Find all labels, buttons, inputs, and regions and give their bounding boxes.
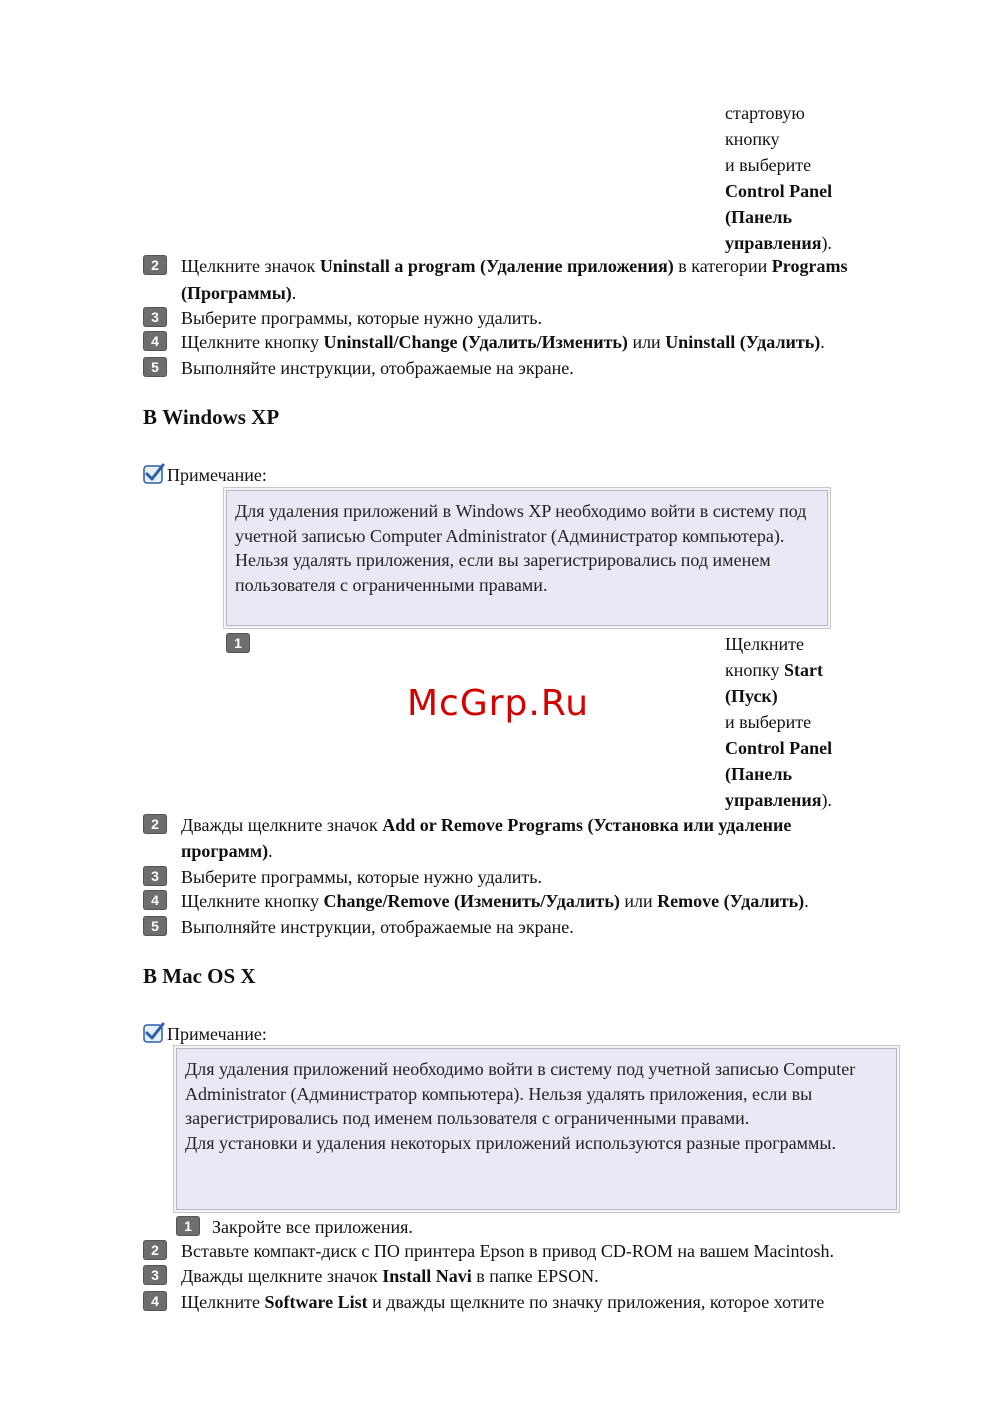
- side-bold-text: (Панель: [725, 764, 792, 784]
- side-text: ).: [821, 233, 832, 253]
- bold-text: программ): [181, 841, 269, 861]
- text: или: [619, 891, 658, 911]
- side-text: стартовую: [725, 103, 805, 123]
- step-badge: 3: [143, 1265, 167, 1285]
- side-bold-text: управления: [725, 233, 822, 253]
- bold-text: Uninstall (Удалить): [665, 332, 821, 352]
- bold-text: Add or Remove Programs (Установка или удаление: [382, 815, 792, 835]
- step-badge: 5: [143, 357, 167, 377]
- section-heading-mac: В Mac OS X: [143, 964, 256, 988]
- step-text: Выполняйте инструкции, отображаемые на экране.: [181, 358, 574, 378]
- side-bold-text: управления: [725, 790, 822, 810]
- step-badge: 1: [226, 633, 250, 653]
- step-text: Выберите программы, которые нужно удалить.: [181, 308, 543, 328]
- step-text: [181, 1291, 824, 1313]
- bold-text: Install Navi: [382, 1266, 472, 1286]
- text: .: [268, 841, 273, 861]
- step-text: Выполняйте инструкции, отображаемые на экране.: [181, 917, 574, 937]
- step-badge: 4: [143, 890, 167, 910]
- bold-text: Uninstall/Change (Удалить/Изменить): [323, 332, 628, 352]
- text: Дважды щелкните значок: [181, 1266, 383, 1286]
- note-box: [176, 1048, 897, 1210]
- side-text: кнопку: [725, 129, 780, 149]
- note-text: Для установки и удаления некоторых приложений используются разные программы.: [185, 1132, 836, 1153]
- text: Щелкните кнопку: [181, 891, 324, 911]
- text: Щелкните кнопку: [181, 332, 324, 352]
- checkmark-note-icon: [143, 1022, 165, 1044]
- step-badge: 4: [143, 331, 167, 351]
- step-badge: 3: [143, 307, 167, 327]
- step-text: Закройте все приложения.: [212, 1217, 413, 1237]
- step-text: [181, 814, 791, 836]
- bold-text: Change/Remove (Изменить/Удалить): [323, 891, 620, 911]
- side-text: и выберите: [725, 155, 812, 175]
- text: Дважды щелкните значок: [181, 815, 383, 835]
- bold-text: Remove (Удалить): [657, 891, 805, 911]
- side-bold-text: Control Panel: [725, 738, 833, 758]
- step-text: [181, 255, 847, 277]
- side-instruction-xp: [725, 631, 832, 813]
- bold-text: (Программы): [181, 283, 292, 303]
- step-text: [181, 890, 809, 912]
- step-badge: 2: [143, 814, 167, 834]
- step-badge: 4: [143, 1291, 167, 1311]
- watermark: McGrp.Ru: [407, 683, 590, 724]
- note-label-text: Примечание:: [167, 465, 267, 485]
- step-badge: 5: [143, 916, 167, 936]
- step-text-cont: [181, 840, 273, 862]
- step-text: Выберите программы, которые нужно удалить.: [181, 867, 543, 887]
- text: и дважды щелкните по значку приложения, которое хотите: [367, 1292, 825, 1312]
- side-text: кнопку: [725, 660, 785, 680]
- note-box: [226, 490, 828, 626]
- step-text-cont: [181, 282, 296, 304]
- section-heading-xp: В Windows XP: [143, 405, 280, 429]
- side-bold-text: Control Panel: [725, 181, 833, 201]
- step-text: [181, 331, 825, 353]
- text: в категории: [673, 256, 772, 276]
- note-label: [143, 463, 267, 486]
- step-text: [181, 1265, 599, 1287]
- text: или: [627, 332, 666, 352]
- side-bold-text: Start: [784, 660, 824, 680]
- bold-text: Programs: [771, 256, 848, 276]
- side-instruction-top: [725, 100, 832, 256]
- text: в папке EPSON.: [471, 1266, 599, 1286]
- step-text: Вставьте компакт-диск с ПО принтера Epson в привод CD-ROM на вашем Macintosh.: [181, 1241, 834, 1261]
- note-label-text: Примечание:: [167, 1024, 267, 1044]
- checkmark-note-icon: [143, 463, 165, 485]
- side-bold-text: (Пуск): [725, 686, 778, 706]
- bold-text: Software List: [264, 1292, 368, 1312]
- note-text: Для удаления приложений в Windows XP необходимо войти в систему под учетной записью Computer Administrator (Администратор компьютера). Нельзя удалять приложения, если вы зарегистрировались под именем пользователя с ограниченными правами.: [235, 501, 807, 595]
- side-text: и выберите: [725, 712, 812, 732]
- step-badge: 2: [143, 1240, 167, 1260]
- side-bold-text: (Панель: [725, 207, 792, 227]
- side-text: ).: [821, 790, 832, 810]
- text: Щелкните: [181, 1292, 265, 1312]
- text: .: [804, 891, 809, 911]
- step-badge: 3: [143, 866, 167, 886]
- note-label: [143, 1022, 267, 1045]
- side-text: Щелкните: [725, 634, 804, 654]
- step-badge: 2: [143, 255, 167, 275]
- step-badge: 1: [176, 1216, 200, 1236]
- bold-text: Uninstall a program (Удаление приложения): [319, 256, 674, 276]
- text: .: [820, 332, 825, 352]
- text: .: [291, 283, 297, 303]
- text: Щелкните значок: [181, 256, 320, 276]
- note-text: Для удаления приложений необходимо войти в систему под учетной записью Computer Administrator (Администратор компьютера). Нельзя удалять приложения, если вы зарегистрировались под именем пользователя с ограниченными правами.: [185, 1059, 856, 1128]
